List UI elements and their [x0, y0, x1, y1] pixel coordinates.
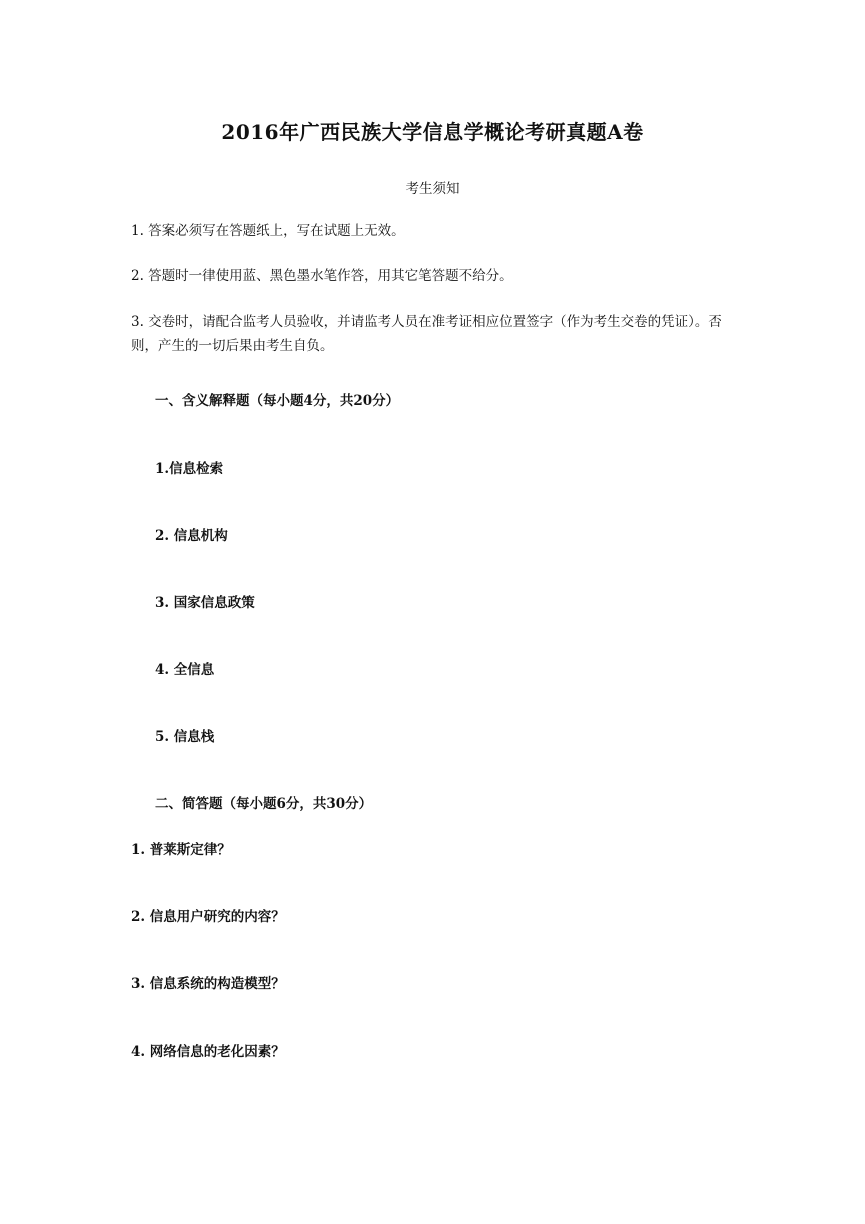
rule-item: 1. 答案必须写在答题纸上，写在试题上无效。	[131, 223, 405, 239]
rule-item: 3. 交卷时，请配合监考人员验收，并请监考人员在准考证相应位置签字（作为考生交卷的凭证）。否则，产生的一切后果由考生自负。	[131, 314, 722, 354]
rule-item: 2. 答题时一律使用蓝、黑色墨水笔作答，用其它笔答题不给分。	[131, 268, 513, 284]
section-heading: 一、含义解释题（每小题4分，共20分）	[155, 393, 400, 409]
term-item: 5. 信息栈	[155, 729, 215, 745]
question-item: 2. 信息用户研究的内容？	[131, 909, 285, 925]
term-item: 2. 信息机构	[155, 528, 228, 544]
question-item: 3. 信息系统的构造模型？	[131, 976, 285, 992]
question-item: 1. 普莱斯定律？	[131, 842, 231, 858]
term-item: 1.信息检索	[155, 461, 224, 477]
exam-title: 2016年广西民族大学信息学概论考研真题A卷	[221, 120, 644, 144]
notice-heading: 考生须知	[405, 181, 460, 197]
question-item: 4. 网络信息的老化因素？	[131, 1044, 285, 1060]
term-item: 3. 国家信息政策	[155, 595, 255, 611]
section-heading: 二、简答题（每小题6分，共30分）	[155, 796, 373, 812]
term-item: 4. 全信息	[155, 662, 215, 678]
